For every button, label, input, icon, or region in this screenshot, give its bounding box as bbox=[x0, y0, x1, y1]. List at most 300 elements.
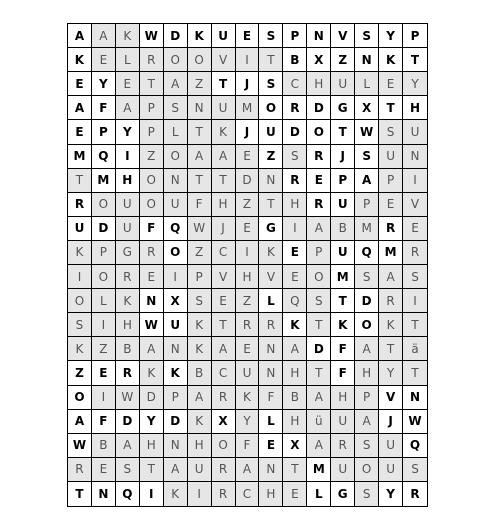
letter-cell[interactable]: M bbox=[236, 96, 260, 120]
letter-cell[interactable]: L bbox=[116, 48, 140, 72]
letter-cell[interactable]: P bbox=[307, 241, 331, 265]
letter-cell[interactable]: T bbox=[68, 482, 92, 506]
letter-cell[interactable]: T bbox=[188, 169, 212, 193]
letter-cell[interactable]: S bbox=[355, 434, 379, 458]
letter-cell[interactable]: B bbox=[188, 361, 212, 385]
letter-cell[interactable]: K bbox=[212, 120, 236, 144]
letter-cell[interactable]: H bbox=[403, 96, 427, 120]
letter-cell[interactable]: B bbox=[116, 337, 140, 361]
letter-cell[interactable]: D bbox=[92, 217, 116, 241]
letter-cell[interactable]: S bbox=[403, 265, 427, 289]
letter-cell[interactable]: T bbox=[259, 193, 283, 217]
letter-cell[interactable]: I bbox=[236, 48, 260, 72]
letter-cell[interactable]: Y bbox=[379, 24, 403, 48]
letter-cell[interactable]: N bbox=[164, 169, 188, 193]
letter-cell[interactable]: E bbox=[140, 265, 164, 289]
letter-cell[interactable]: A bbox=[140, 337, 164, 361]
letter-cell[interactable]: T bbox=[283, 458, 307, 482]
letter-cell[interactable]: I bbox=[140, 482, 164, 506]
letter-cell[interactable]: E bbox=[283, 265, 307, 289]
letter-cell[interactable]: T bbox=[379, 337, 403, 361]
letter-cell[interactable]: I bbox=[188, 482, 212, 506]
letter-cell[interactable]: M bbox=[355, 217, 379, 241]
letter-cell[interactable]: R bbox=[283, 96, 307, 120]
letter-cell[interactable]: S bbox=[283, 145, 307, 169]
letter-cell[interactable]: O bbox=[68, 289, 92, 313]
letter-cell[interactable]: U bbox=[68, 217, 92, 241]
letter-cell[interactable]: U bbox=[236, 361, 260, 385]
letter-cell[interactable]: T bbox=[307, 361, 331, 385]
letter-cell[interactable]: T bbox=[140, 72, 164, 96]
letter-cell[interactable]: O bbox=[355, 458, 379, 482]
letter-cell[interactable]: Y bbox=[403, 72, 427, 96]
letter-cell[interactable]: C bbox=[283, 72, 307, 96]
letter-cell[interactable]: T bbox=[212, 169, 236, 193]
letter-cell[interactable]: E bbox=[92, 361, 116, 385]
letter-cell[interactable]: F bbox=[140, 217, 164, 241]
letter-cell[interactable]: S bbox=[379, 120, 403, 144]
letter-cell[interactable]: P bbox=[379, 169, 403, 193]
letter-cell[interactable]: N bbox=[259, 458, 283, 482]
letter-cell[interactable]: Y bbox=[379, 482, 403, 506]
letter-cell[interactable]: K bbox=[188, 24, 212, 48]
letter-cell[interactable]: B bbox=[92, 434, 116, 458]
letter-cell[interactable]: E bbox=[92, 48, 116, 72]
letter-cell[interactable]: A bbox=[355, 169, 379, 193]
letter-cell[interactable]: P bbox=[140, 96, 164, 120]
letter-cell[interactable]: J bbox=[236, 72, 260, 96]
letter-cell[interactable]: V bbox=[403, 193, 427, 217]
letter-cell[interactable]: Z bbox=[188, 241, 212, 265]
letter-cell[interactable]: U bbox=[379, 434, 403, 458]
letter-cell[interactable]: H bbox=[283, 410, 307, 434]
letter-cell[interactable]: H bbox=[283, 361, 307, 385]
letter-cell[interactable]: R bbox=[379, 217, 403, 241]
letter-cell[interactable]: N bbox=[259, 361, 283, 385]
letter-cell[interactable]: M bbox=[92, 169, 116, 193]
letter-cell[interactable]: K bbox=[164, 361, 188, 385]
letter-cell[interactable]: A bbox=[236, 458, 260, 482]
letter-cell[interactable]: T bbox=[212, 72, 236, 96]
letter-cell[interactable]: Q bbox=[403, 434, 427, 458]
letter-cell[interactable]: A bbox=[188, 386, 212, 410]
letter-cell[interactable]: O bbox=[140, 169, 164, 193]
letter-cell[interactable]: R bbox=[307, 193, 331, 217]
letter-cell[interactable]: A bbox=[92, 24, 116, 48]
letter-cell[interactable]: U bbox=[164, 193, 188, 217]
letter-cell[interactable]: K bbox=[188, 337, 212, 361]
letter-cell[interactable]: J bbox=[212, 217, 236, 241]
letter-cell[interactable]: U bbox=[331, 72, 355, 96]
letter-cell[interactable]: E bbox=[236, 145, 260, 169]
letter-cell[interactable]: A bbox=[379, 265, 403, 289]
letter-cell[interactable]: E bbox=[92, 458, 116, 482]
letter-cell[interactable]: D bbox=[140, 386, 164, 410]
letter-cell[interactable]: Q bbox=[92, 145, 116, 169]
letter-cell[interactable]: W bbox=[68, 434, 92, 458]
letter-cell[interactable]: T bbox=[212, 313, 236, 337]
letter-cell[interactable]: U bbox=[331, 458, 355, 482]
letter-cell[interactable]: M bbox=[379, 241, 403, 265]
letter-cell[interactable]: N bbox=[188, 96, 212, 120]
letter-cell[interactable]: D bbox=[236, 169, 260, 193]
letter-cell[interactable]: E bbox=[236, 217, 260, 241]
letter-cell[interactable]: Q bbox=[283, 289, 307, 313]
letter-cell[interactable]: Y bbox=[140, 410, 164, 434]
letter-cell[interactable]: R bbox=[212, 482, 236, 506]
letter-cell[interactable]: L bbox=[259, 410, 283, 434]
letter-cell[interactable]: W bbox=[140, 313, 164, 337]
letter-cell[interactable]: O bbox=[68, 386, 92, 410]
letter-cell[interactable]: E bbox=[236, 24, 260, 48]
letter-cell[interactable]: T bbox=[379, 96, 403, 120]
letter-cell[interactable]: Z bbox=[259, 145, 283, 169]
letter-cell[interactable]: L bbox=[355, 72, 379, 96]
letter-cell[interactable]: Y bbox=[116, 120, 140, 144]
letter-cell[interactable]: R bbox=[236, 313, 260, 337]
letter-cell[interactable]: A bbox=[307, 386, 331, 410]
letter-cell[interactable]: J bbox=[331, 145, 355, 169]
letter-cell[interactable]: W bbox=[116, 386, 140, 410]
letter-cell[interactable]: A bbox=[307, 217, 331, 241]
letter-cell[interactable]: O bbox=[164, 241, 188, 265]
letter-cell[interactable]: Z bbox=[92, 337, 116, 361]
letter-cell[interactable]: Y bbox=[92, 72, 116, 96]
letter-cell[interactable]: L bbox=[92, 289, 116, 313]
letter-cell[interactable]: U bbox=[403, 120, 427, 144]
letter-cell[interactable]: M bbox=[331, 265, 355, 289]
letter-cell[interactable]: P bbox=[331, 169, 355, 193]
letter-cell[interactable]: F bbox=[92, 96, 116, 120]
letter-cell[interactable]: J bbox=[236, 120, 260, 144]
letter-cell[interactable]: I bbox=[236, 241, 260, 265]
letter-cell[interactable]: Y bbox=[236, 410, 260, 434]
letter-cell[interactable]: O bbox=[92, 193, 116, 217]
letter-cell[interactable]: G bbox=[331, 96, 355, 120]
letter-cell[interactable]: E bbox=[212, 289, 236, 313]
letter-cell[interactable]: E bbox=[259, 434, 283, 458]
letter-cell[interactable]: H bbox=[307, 72, 331, 96]
letter-cell[interactable]: K bbox=[68, 337, 92, 361]
letter-cell[interactable]: H bbox=[188, 434, 212, 458]
letter-cell[interactable]: R bbox=[403, 241, 427, 265]
letter-cell[interactable]: D bbox=[283, 120, 307, 144]
letter-cell[interactable]: R bbox=[212, 458, 236, 482]
letter-cell[interactable]: H bbox=[331, 386, 355, 410]
letter-cell[interactable]: I bbox=[403, 169, 427, 193]
letter-cell[interactable]: F bbox=[259, 386, 283, 410]
letter-cell[interactable]: A bbox=[164, 458, 188, 482]
letter-cell[interactable]: K bbox=[283, 313, 307, 337]
letter-cell[interactable]: A bbox=[212, 337, 236, 361]
letter-cell[interactable]: D bbox=[164, 24, 188, 48]
letter-cell[interactable]: N bbox=[307, 24, 331, 48]
letter-cell[interactable]: A bbox=[68, 24, 92, 48]
letter-cell[interactable]: S bbox=[307, 289, 331, 313]
letter-cell[interactable]: S bbox=[164, 96, 188, 120]
letter-cell[interactable]: I bbox=[116, 145, 140, 169]
letter-cell[interactable]: S bbox=[116, 458, 140, 482]
letter-cell[interactable]: U bbox=[116, 193, 140, 217]
letter-cell[interactable]: Q bbox=[355, 241, 379, 265]
letter-cell[interactable]: Z bbox=[68, 361, 92, 385]
letter-cell[interactable]: S bbox=[403, 458, 427, 482]
letter-cell[interactable]: E bbox=[403, 217, 427, 241]
letter-cell[interactable]: U bbox=[331, 241, 355, 265]
letter-cell[interactable]: U bbox=[188, 458, 212, 482]
letter-cell[interactable]: R bbox=[403, 482, 427, 506]
letter-cell[interactable]: O bbox=[164, 145, 188, 169]
letter-cell[interactable]: R bbox=[283, 169, 307, 193]
letter-cell[interactable]: R bbox=[140, 48, 164, 72]
letter-cell[interactable]: T bbox=[403, 361, 427, 385]
letter-cell[interactable]: D bbox=[164, 410, 188, 434]
letter-cell[interactable]: A bbox=[116, 434, 140, 458]
letter-cell[interactable]: U bbox=[212, 24, 236, 48]
letter-cell[interactable]: R bbox=[307, 145, 331, 169]
letter-cell[interactable]: C bbox=[236, 482, 260, 506]
letter-cell[interactable]: N bbox=[92, 482, 116, 506]
letter-cell[interactable]: V bbox=[259, 265, 283, 289]
letter-cell[interactable]: Z bbox=[140, 145, 164, 169]
letter-cell[interactable]: H bbox=[212, 193, 236, 217]
letter-cell[interactable]: N bbox=[259, 337, 283, 361]
letter-cell[interactable]: K bbox=[188, 410, 212, 434]
letter-cell[interactable]: W bbox=[403, 410, 427, 434]
letter-cell[interactable]: A bbox=[188, 145, 212, 169]
letter-cell[interactable]: R bbox=[116, 265, 140, 289]
letter-cell[interactable]: X bbox=[212, 410, 236, 434]
letter-cell[interactable]: T bbox=[68, 169, 92, 193]
letter-cell[interactable]: R bbox=[116, 361, 140, 385]
letter-cell[interactable]: S bbox=[259, 24, 283, 48]
letter-cell[interactable]: D bbox=[116, 410, 140, 434]
letter-cell[interactable]: K bbox=[68, 48, 92, 72]
letter-cell[interactable]: U bbox=[379, 145, 403, 169]
letter-cell[interactable]: B bbox=[331, 217, 355, 241]
letter-cell[interactable]: V bbox=[379, 386, 403, 410]
letter-cell[interactable]: R bbox=[140, 241, 164, 265]
letter-cell[interactable]: B bbox=[283, 48, 307, 72]
letter-cell[interactable]: F bbox=[331, 361, 355, 385]
letter-cell[interactable]: A bbox=[307, 434, 331, 458]
letter-cell[interactable]: D bbox=[307, 96, 331, 120]
letter-cell[interactable]: O bbox=[259, 96, 283, 120]
letter-cell[interactable]: ü bbox=[307, 410, 331, 434]
letter-cell[interactable]: X bbox=[355, 96, 379, 120]
letter-cell[interactable]: E bbox=[236, 337, 260, 361]
letter-cell[interactable]: S bbox=[355, 24, 379, 48]
letter-cell[interactable]: N bbox=[403, 145, 427, 169]
letter-cell[interactable]: O bbox=[188, 48, 212, 72]
letter-cell[interactable]: E bbox=[283, 241, 307, 265]
letter-cell[interactable]: S bbox=[355, 482, 379, 506]
letter-cell[interactable]: T bbox=[403, 48, 427, 72]
letter-cell[interactable]: E bbox=[379, 72, 403, 96]
letter-cell[interactable]: K bbox=[164, 482, 188, 506]
letter-cell[interactable]: Q bbox=[164, 217, 188, 241]
letter-cell[interactable]: T bbox=[259, 48, 283, 72]
letter-cell[interactable]: P bbox=[403, 24, 427, 48]
letter-cell[interactable]: A bbox=[68, 96, 92, 120]
letter-cell[interactable]: A bbox=[212, 145, 236, 169]
letter-cell[interactable]: V bbox=[212, 265, 236, 289]
letter-cell[interactable]: Z bbox=[236, 193, 260, 217]
letter-cell[interactable]: V bbox=[212, 48, 236, 72]
letter-cell[interactable]: N bbox=[403, 386, 427, 410]
letter-cell[interactable]: I bbox=[92, 386, 116, 410]
letter-cell[interactable]: E bbox=[283, 482, 307, 506]
letter-cell[interactable]: I bbox=[164, 265, 188, 289]
letter-cell[interactable]: M bbox=[307, 458, 331, 482]
letter-cell[interactable]: A bbox=[355, 410, 379, 434]
letter-cell[interactable]: H bbox=[259, 482, 283, 506]
letter-cell[interactable]: U bbox=[212, 96, 236, 120]
letter-cell[interactable]: B bbox=[283, 386, 307, 410]
letter-cell[interactable]: O bbox=[140, 193, 164, 217]
letter-cell[interactable]: T bbox=[403, 313, 427, 337]
letter-cell[interactable]: I bbox=[403, 289, 427, 313]
letter-cell[interactable]: P bbox=[283, 24, 307, 48]
letter-cell[interactable]: D bbox=[307, 337, 331, 361]
letter-cell[interactable]: E bbox=[116, 72, 140, 96]
letter-cell[interactable]: F bbox=[331, 337, 355, 361]
letter-cell[interactable]: G bbox=[116, 241, 140, 265]
letter-cell[interactable]: K bbox=[68, 241, 92, 265]
letter-cell[interactable]: I bbox=[92, 313, 116, 337]
letter-cell[interactable]: O bbox=[307, 265, 331, 289]
letter-cell[interactable]: P bbox=[355, 386, 379, 410]
letter-cell[interactable]: U bbox=[259, 120, 283, 144]
letter-cell[interactable]: W bbox=[355, 120, 379, 144]
letter-cell[interactable]: L bbox=[307, 482, 331, 506]
letter-cell[interactable]: F bbox=[92, 410, 116, 434]
letter-cell[interactable]: Z bbox=[188, 72, 212, 96]
letter-cell[interactable]: G bbox=[259, 217, 283, 241]
letter-cell[interactable]: U bbox=[331, 410, 355, 434]
letter-cell[interactable]: S bbox=[68, 313, 92, 337]
letter-cell[interactable]: G bbox=[331, 482, 355, 506]
letter-cell[interactable]: A bbox=[68, 410, 92, 434]
letter-cell[interactable]: Z bbox=[331, 48, 355, 72]
letter-cell[interactable]: E bbox=[379, 193, 403, 217]
letter-cell[interactable]: C bbox=[212, 361, 236, 385]
letter-cell[interactable]: O bbox=[307, 120, 331, 144]
letter-cell[interactable]: T bbox=[307, 313, 331, 337]
letter-cell[interactable]: N bbox=[140, 289, 164, 313]
letter-cell[interactable]: P bbox=[92, 241, 116, 265]
letter-cell[interactable]: H bbox=[355, 361, 379, 385]
letter-cell[interactable]: I bbox=[68, 265, 92, 289]
letter-cell[interactable]: P bbox=[164, 386, 188, 410]
letter-cell[interactable]: N bbox=[164, 337, 188, 361]
letter-cell[interactable]: N bbox=[355, 48, 379, 72]
letter-cell[interactable]: K bbox=[331, 313, 355, 337]
letter-cell[interactable]: K bbox=[379, 313, 403, 337]
letter-cell[interactable]: I bbox=[283, 217, 307, 241]
letter-cell[interactable]: U bbox=[164, 313, 188, 337]
letter-cell[interactable]: E bbox=[68, 72, 92, 96]
letter-cell[interactable]: A bbox=[116, 96, 140, 120]
letter-cell[interactable]: F bbox=[236, 434, 260, 458]
letter-cell[interactable]: H bbox=[116, 313, 140, 337]
letter-cell[interactable]: D bbox=[355, 289, 379, 313]
letter-cell[interactable]: C bbox=[212, 241, 236, 265]
letter-cell[interactable]: L bbox=[259, 289, 283, 313]
letter-cell[interactable]: S bbox=[188, 289, 212, 313]
letter-cell[interactable]: Y bbox=[379, 361, 403, 385]
letter-cell[interactable]: E bbox=[68, 120, 92, 144]
letter-cell[interactable]: X bbox=[307, 48, 331, 72]
letter-cell[interactable]: Q bbox=[116, 482, 140, 506]
letter-cell[interactable]: F bbox=[188, 193, 212, 217]
letter-cell[interactable]: R bbox=[68, 193, 92, 217]
letter-cell[interactable]: E bbox=[307, 169, 331, 193]
letter-cell[interactable]: K bbox=[259, 241, 283, 265]
letter-cell[interactable]: T bbox=[140, 458, 164, 482]
letter-cell[interactable]: K bbox=[379, 48, 403, 72]
letter-cell[interactable]: P bbox=[140, 120, 164, 144]
letter-cell[interactable]: H bbox=[116, 169, 140, 193]
letter-cell[interactable]: S bbox=[259, 72, 283, 96]
letter-cell[interactable]: N bbox=[259, 169, 283, 193]
letter-cell[interactable]: O bbox=[92, 265, 116, 289]
letter-cell[interactable]: P bbox=[92, 120, 116, 144]
letter-cell[interactable]: V bbox=[331, 24, 355, 48]
letter-cell[interactable]: R bbox=[259, 313, 283, 337]
letter-cell[interactable]: U bbox=[331, 193, 355, 217]
letter-cell[interactable]: X bbox=[164, 289, 188, 313]
letter-cell[interactable]: M bbox=[68, 145, 92, 169]
letter-cell[interactable]: K bbox=[140, 361, 164, 385]
letter-cell[interactable]: T bbox=[331, 120, 355, 144]
letter-cell[interactable]: ä bbox=[403, 337, 427, 361]
letter-cell[interactable]: R bbox=[212, 386, 236, 410]
letter-cell[interactable]: O bbox=[212, 434, 236, 458]
letter-cell[interactable]: X bbox=[283, 434, 307, 458]
letter-cell[interactable]: K bbox=[116, 24, 140, 48]
letter-cell[interactable]: O bbox=[355, 313, 379, 337]
letter-cell[interactable]: H bbox=[236, 265, 260, 289]
letter-cell[interactable]: T bbox=[331, 289, 355, 313]
letter-cell[interactable]: J bbox=[379, 410, 403, 434]
letter-cell[interactable]: L bbox=[164, 120, 188, 144]
letter-cell[interactable]: W bbox=[188, 217, 212, 241]
letter-cell[interactable]: K bbox=[116, 289, 140, 313]
letter-cell[interactable]: A bbox=[164, 72, 188, 96]
letter-cell[interactable]: P bbox=[188, 265, 212, 289]
letter-cell[interactable]: K bbox=[236, 386, 260, 410]
letter-cell[interactable]: R bbox=[379, 289, 403, 313]
letter-cell[interactable]: Z bbox=[236, 289, 260, 313]
letter-cell[interactable]: R bbox=[331, 434, 355, 458]
letter-cell[interactable]: S bbox=[355, 265, 379, 289]
letter-cell[interactable]: U bbox=[379, 458, 403, 482]
letter-cell[interactable]: S bbox=[355, 145, 379, 169]
letter-cell[interactable]: H bbox=[140, 434, 164, 458]
letter-cell[interactable]: T bbox=[188, 120, 212, 144]
letter-cell[interactable]: R bbox=[68, 458, 92, 482]
letter-cell[interactable]: A bbox=[283, 337, 307, 361]
letter-cell[interactable]: O bbox=[164, 48, 188, 72]
letter-cell[interactable]: W bbox=[140, 24, 164, 48]
letter-cell[interactable]: P bbox=[355, 193, 379, 217]
letter-cell[interactable]: K bbox=[188, 313, 212, 337]
letter-cell[interactable]: A bbox=[355, 337, 379, 361]
letter-cell[interactable]: H bbox=[283, 193, 307, 217]
letter-cell[interactable]: N bbox=[164, 434, 188, 458]
letter-cell[interactable]: U bbox=[116, 217, 140, 241]
